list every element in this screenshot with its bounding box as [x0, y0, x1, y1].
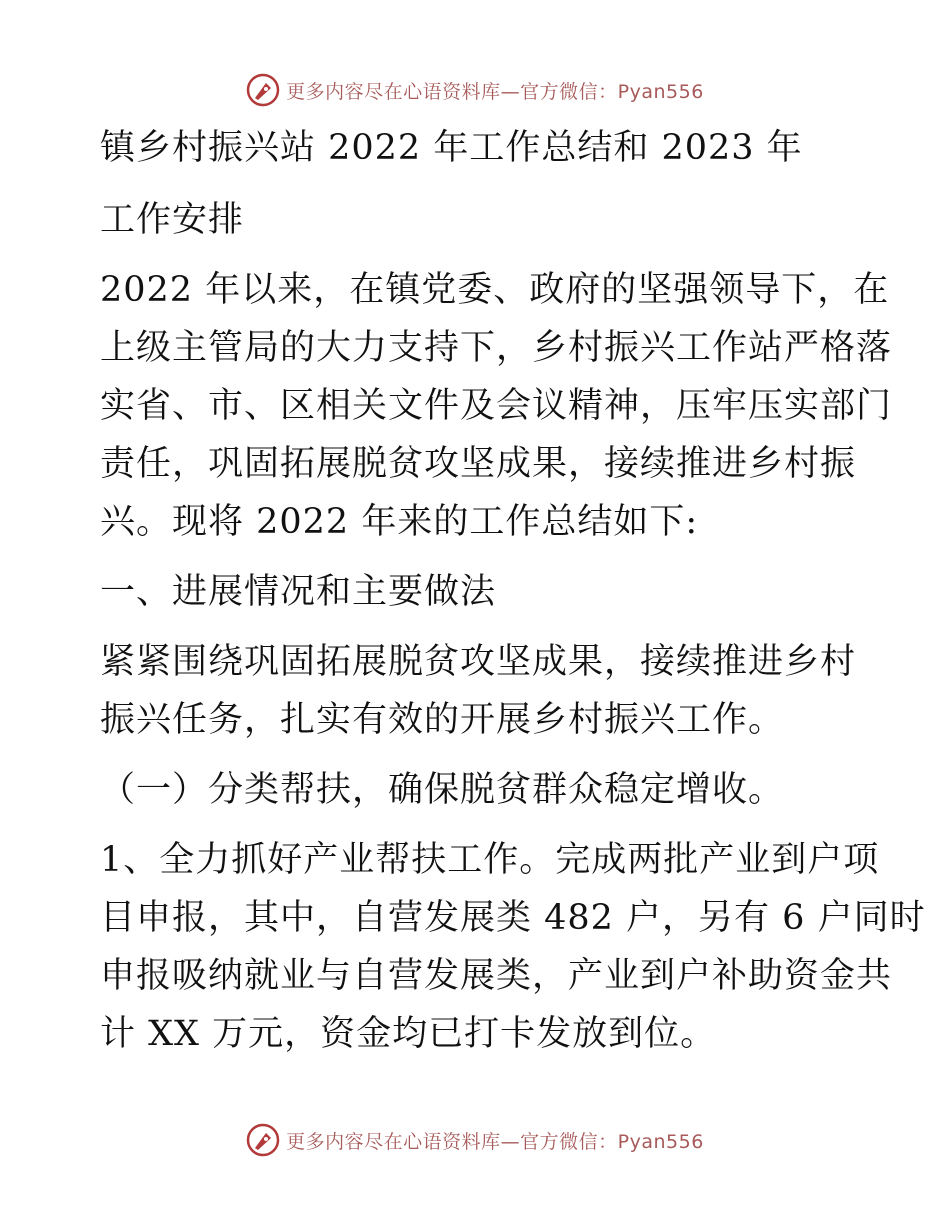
document-title-line-1: 镇乡村振兴站 2022 年工作总结和 2023 年: [100, 128, 803, 168]
item-paragraph-line: 目申报，其中，自营发展类 482 户，另有 6 户同时: [100, 898, 926, 938]
item-paragraph-line: 1、全力抓好产业帮扶工作。完成两批产业到户项: [100, 840, 880, 880]
document-title-line-2: 工作安排: [100, 200, 245, 240]
watermark-text: 更多内容尽在心语资料库—官方微信：Pyan556: [286, 1130, 704, 1153]
intro-paragraph-line: 责任，巩固拓展脱贫攻坚成果，接续推进乡村振: [100, 444, 857, 484]
section-intro-line: 振兴任务，扎实有效的开展乡村振兴工作。: [100, 700, 785, 740]
pen-nib-logo-icon: [246, 73, 280, 107]
watermark-bottom: [0, 1120, 950, 1160]
document-body: [100, 124, 926, 1058]
section-intro-line: 紧紧围绕巩固拓展脱贫攻坚成果，接续推进乡村: [100, 642, 857, 682]
intro-paragraph-line: 上级主管局的大力支持下，乡村振兴工作站严格落: [100, 328, 893, 368]
pen-nib-logo-icon: [246, 1123, 280, 1157]
item-paragraph-line: 申报吸纳就业与自营发展类，产业到户补助资金共: [100, 956, 893, 996]
intro-paragraph-line: 2022 年以来，在镇党委、政府的坚强领导下，在: [100, 270, 890, 310]
subsection-heading: （一）分类帮扶，确保脱贫群众稳定增收。: [100, 770, 785, 810]
watermark-top: [0, 70, 950, 110]
item-paragraph-line: 计 XX 万元，资金均已打卡发放到位。: [100, 1014, 717, 1054]
watermark-text: 更多内容尽在心语资料库—官方微信：Pyan556: [286, 80, 704, 103]
section-heading: 一、进展情况和主要做法: [100, 572, 497, 612]
intro-paragraph-line: 兴。现将 2022 年来的工作总结如下:: [100, 502, 699, 542]
intro-paragraph-line: 实省、市、区相关文件及会议精神，压牢压实部门: [100, 386, 893, 426]
